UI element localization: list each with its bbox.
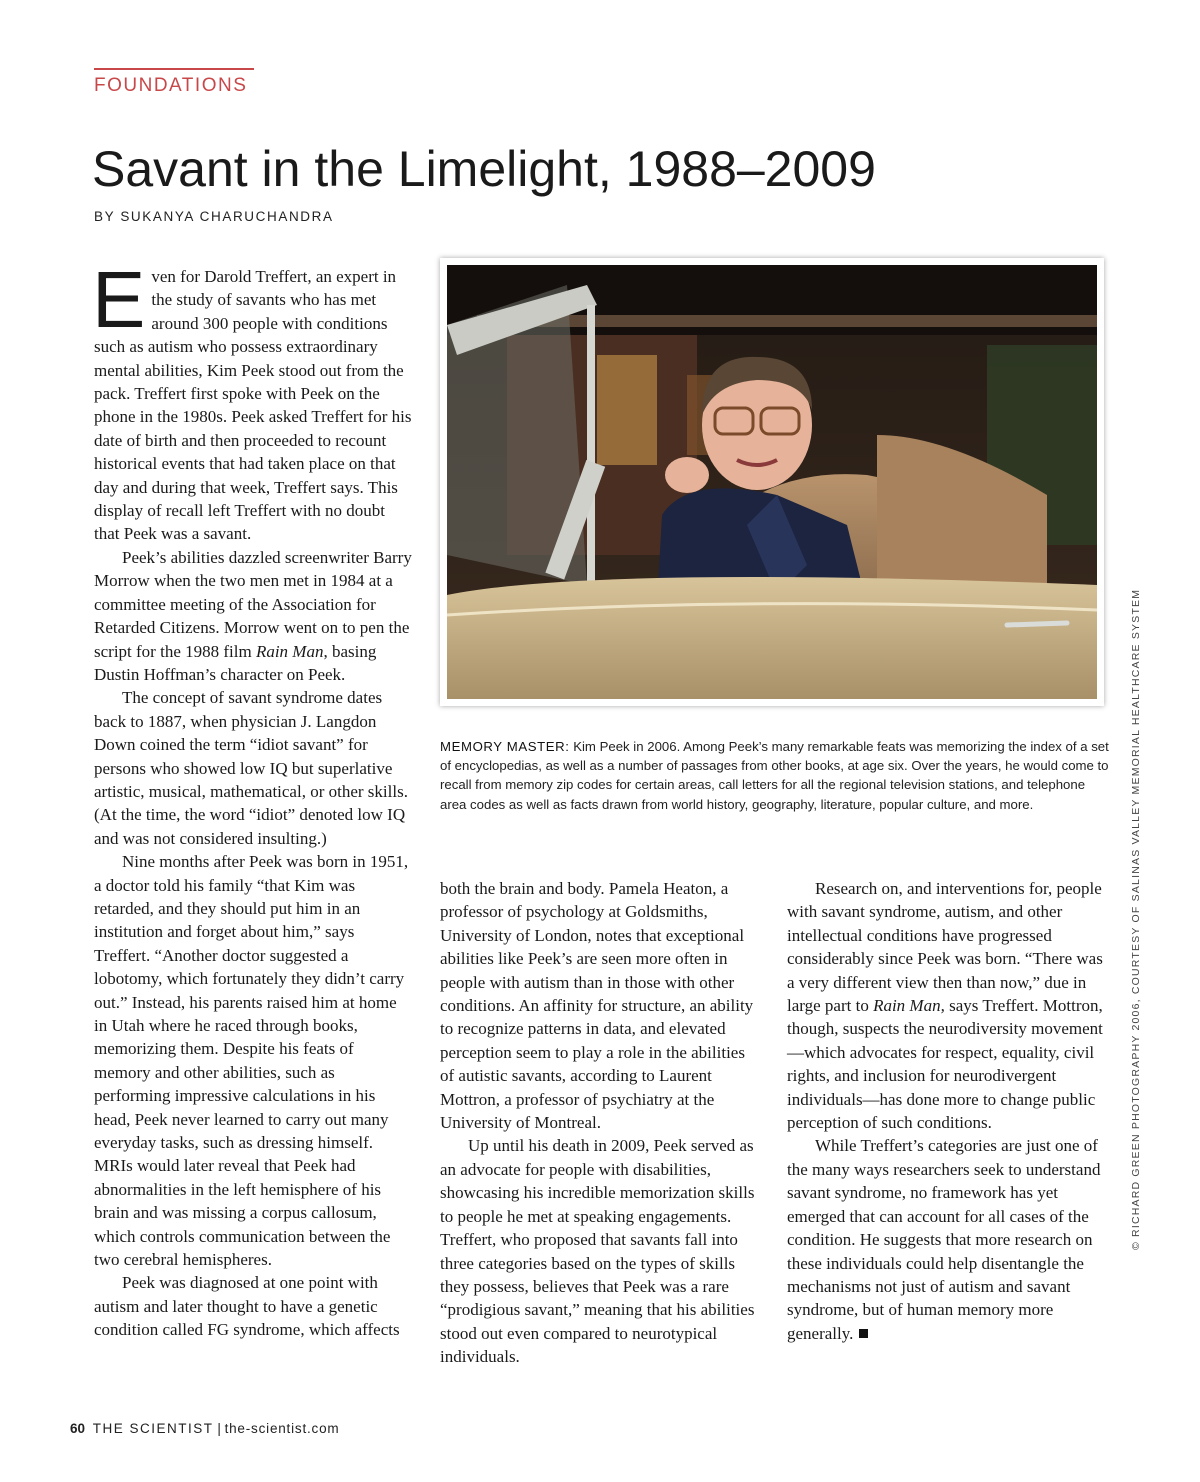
film-title: Rain Man (255, 641, 324, 661)
paragraph-2-text-a: Peek’s abilities dazzled screenwriter Barry Morrow when the two men met in 1984 at a committee meeting of the Association for Retarded Citizens. Morrow went on to pen the script for the 1988 film (94, 547, 412, 661)
paragraph-2-text-b: , basing Dustin Hoffman’s character on Peek. (94, 641, 377, 684)
photo-frame (440, 258, 1104, 706)
article-column-1 (92, 255, 412, 1342)
publication-url: the-scientist.com (224, 1421, 340, 1436)
caption-lead: MEMORY MASTER: (440, 739, 570, 754)
section-kicker: FOUNDATIONS (94, 75, 248, 96)
paragraph-5-continued: both the brain and body. Pamela Heaton, a professor of psychology at Goldsmiths, University of London, notes that exceptional abilities like Peek’s are seen more often in people with autism than in those with other conditions. An affinity for structure, an ability to recognize patterns in data, and elevated perception seem to play a role in the abilities of autistic savants, according to Laurent Mottron, a professor of psychiatry at the University of Montreal. (440, 879, 754, 1133)
kim-peek-photo (447, 265, 1097, 699)
photo-caption (440, 737, 1110, 814)
paragraph-2 (94, 546, 412, 686)
end-of-article-mark (859, 1329, 868, 1338)
paragraph-4: Nine months after Peek was born in 1951, a doctor told his family “that Kim was retarded, and they should put him in an institution and forget about him,” says Treffert. “Another doctor suggested a lobotomy, which fortunately they didn’t carry out.” Instead, his parents raised him at home in Utah where he raced through books, memorizing them. Despite his feats of memory and other abilities, such as performing impressive calculations in his head, Peek never learned to carry out many everyday tasks, such as dressing himself. MRIs would later reveal that Peek had abnormalities in the left hemisphere of his brain and was missing a corpus callosum, which controls communication between the two cerebral hemispheres. (94, 852, 409, 1270)
paragraph-7-text-a: Research on, and interventions for, people with savant syndrome, autism, and other intellectual conditions have progressed considerably since Peek was born. “There was a very different view then than now,” due in large part to (787, 879, 1103, 1016)
drop-cap: E (92, 255, 146, 344)
byline: BY SUKANYA CHARUCHANDRA (94, 209, 334, 224)
paragraph-7 (787, 877, 1107, 1134)
paragraph-3: The concept of savant syndrome dates back to 1887, when physician J. Langdon Down coined the term “idiot savant” for persons who showed low IQ but superlative artistic, musical, mathematical, or other skills. (At the time, the word “idiot” denoted low IQ and was not considered insulting.) (94, 688, 408, 848)
paragraph-8 (787, 1134, 1107, 1345)
footer-separator: | (213, 1421, 225, 1436)
paragraph-1 (92, 255, 412, 546)
paragraph-6: Up until his death in 2009, Peek served as an advocate for people with disabilities, showcasing his incredible memorization skills to people he met at speaking engagements. Treffert, who proposed that savants fall into three categories based on the types of skills they possess, believes that Peek was a rare “prodigious savant,” meaning that his abilities stood out even compared to neurotypical individuals. (440, 1136, 755, 1367)
film-title: Rain Man, (873, 996, 945, 1016)
page-footer (70, 1421, 339, 1436)
paragraph-1-text: ven for Darold Treffert, an expert in the study of savants who has met around 300 people with conditions such as autism who possess extraordinary mental abilities, Kim Peek stood out from the pack. Treffert first spoke with Peek on the phone in the 1980s. Peek asked Treffert for his date of birth and then proceeded to recount historical events that had taken place on that day and during that week, Treffert says. This display of recall left Treffert with no doubt that Peek was a savant. (94, 267, 412, 544)
article-column-2 (440, 877, 760, 1369)
paragraph-8-text: While Treffert’s categories are just one of the many ways researchers seek to understand savant syndrome, no framework has yet emerged that can account for all cases of the condition. He suggests that more research on these individuals could help disentangle the mechanisms not just of autism and savant syndrome, but of human memory more generally. (787, 1136, 1101, 1343)
caption-text: Kim Peek in 2006. Among Peek’s many remarkable feats was memorizing the index of a set of encyclopedias, as well as a number of passages from other books, at age six. Over the years, he would come to recall from memory zip codes for certain areas, call letters for all the regional television stations, and telephone area codes as well as facts drawn from world history, geography, literature, popular culture, and more. (440, 739, 1109, 812)
paragraph-5: Peek was diagnosed at one point with autism and later thought to have a genetic condition called FG syndrome, which affects (94, 1273, 400, 1340)
photo-credit: © RICHARD GREEN PHOTOGRAPHY 2006, COURTESY OF SALINAS VALLEY MEMORIAL HEALTHCARE SYSTEM (1130, 588, 1142, 1250)
publication-name: THE SCIENTIST (92, 1421, 214, 1436)
page-number: 60 (70, 1421, 86, 1436)
article-column-3 (787, 877, 1107, 1345)
kicker-rule (94, 68, 254, 70)
article-title: Savant in the Limelight, 1988–2009 (92, 141, 876, 197)
paragraph-7-text-b: says Treffert. Mottron, though, suspects the neurodiversity movement—which advocates for respect, equality, civil rights, and inclusion for neurodivergent individuals—has done more to change public perception of such conditions. (787, 996, 1103, 1133)
